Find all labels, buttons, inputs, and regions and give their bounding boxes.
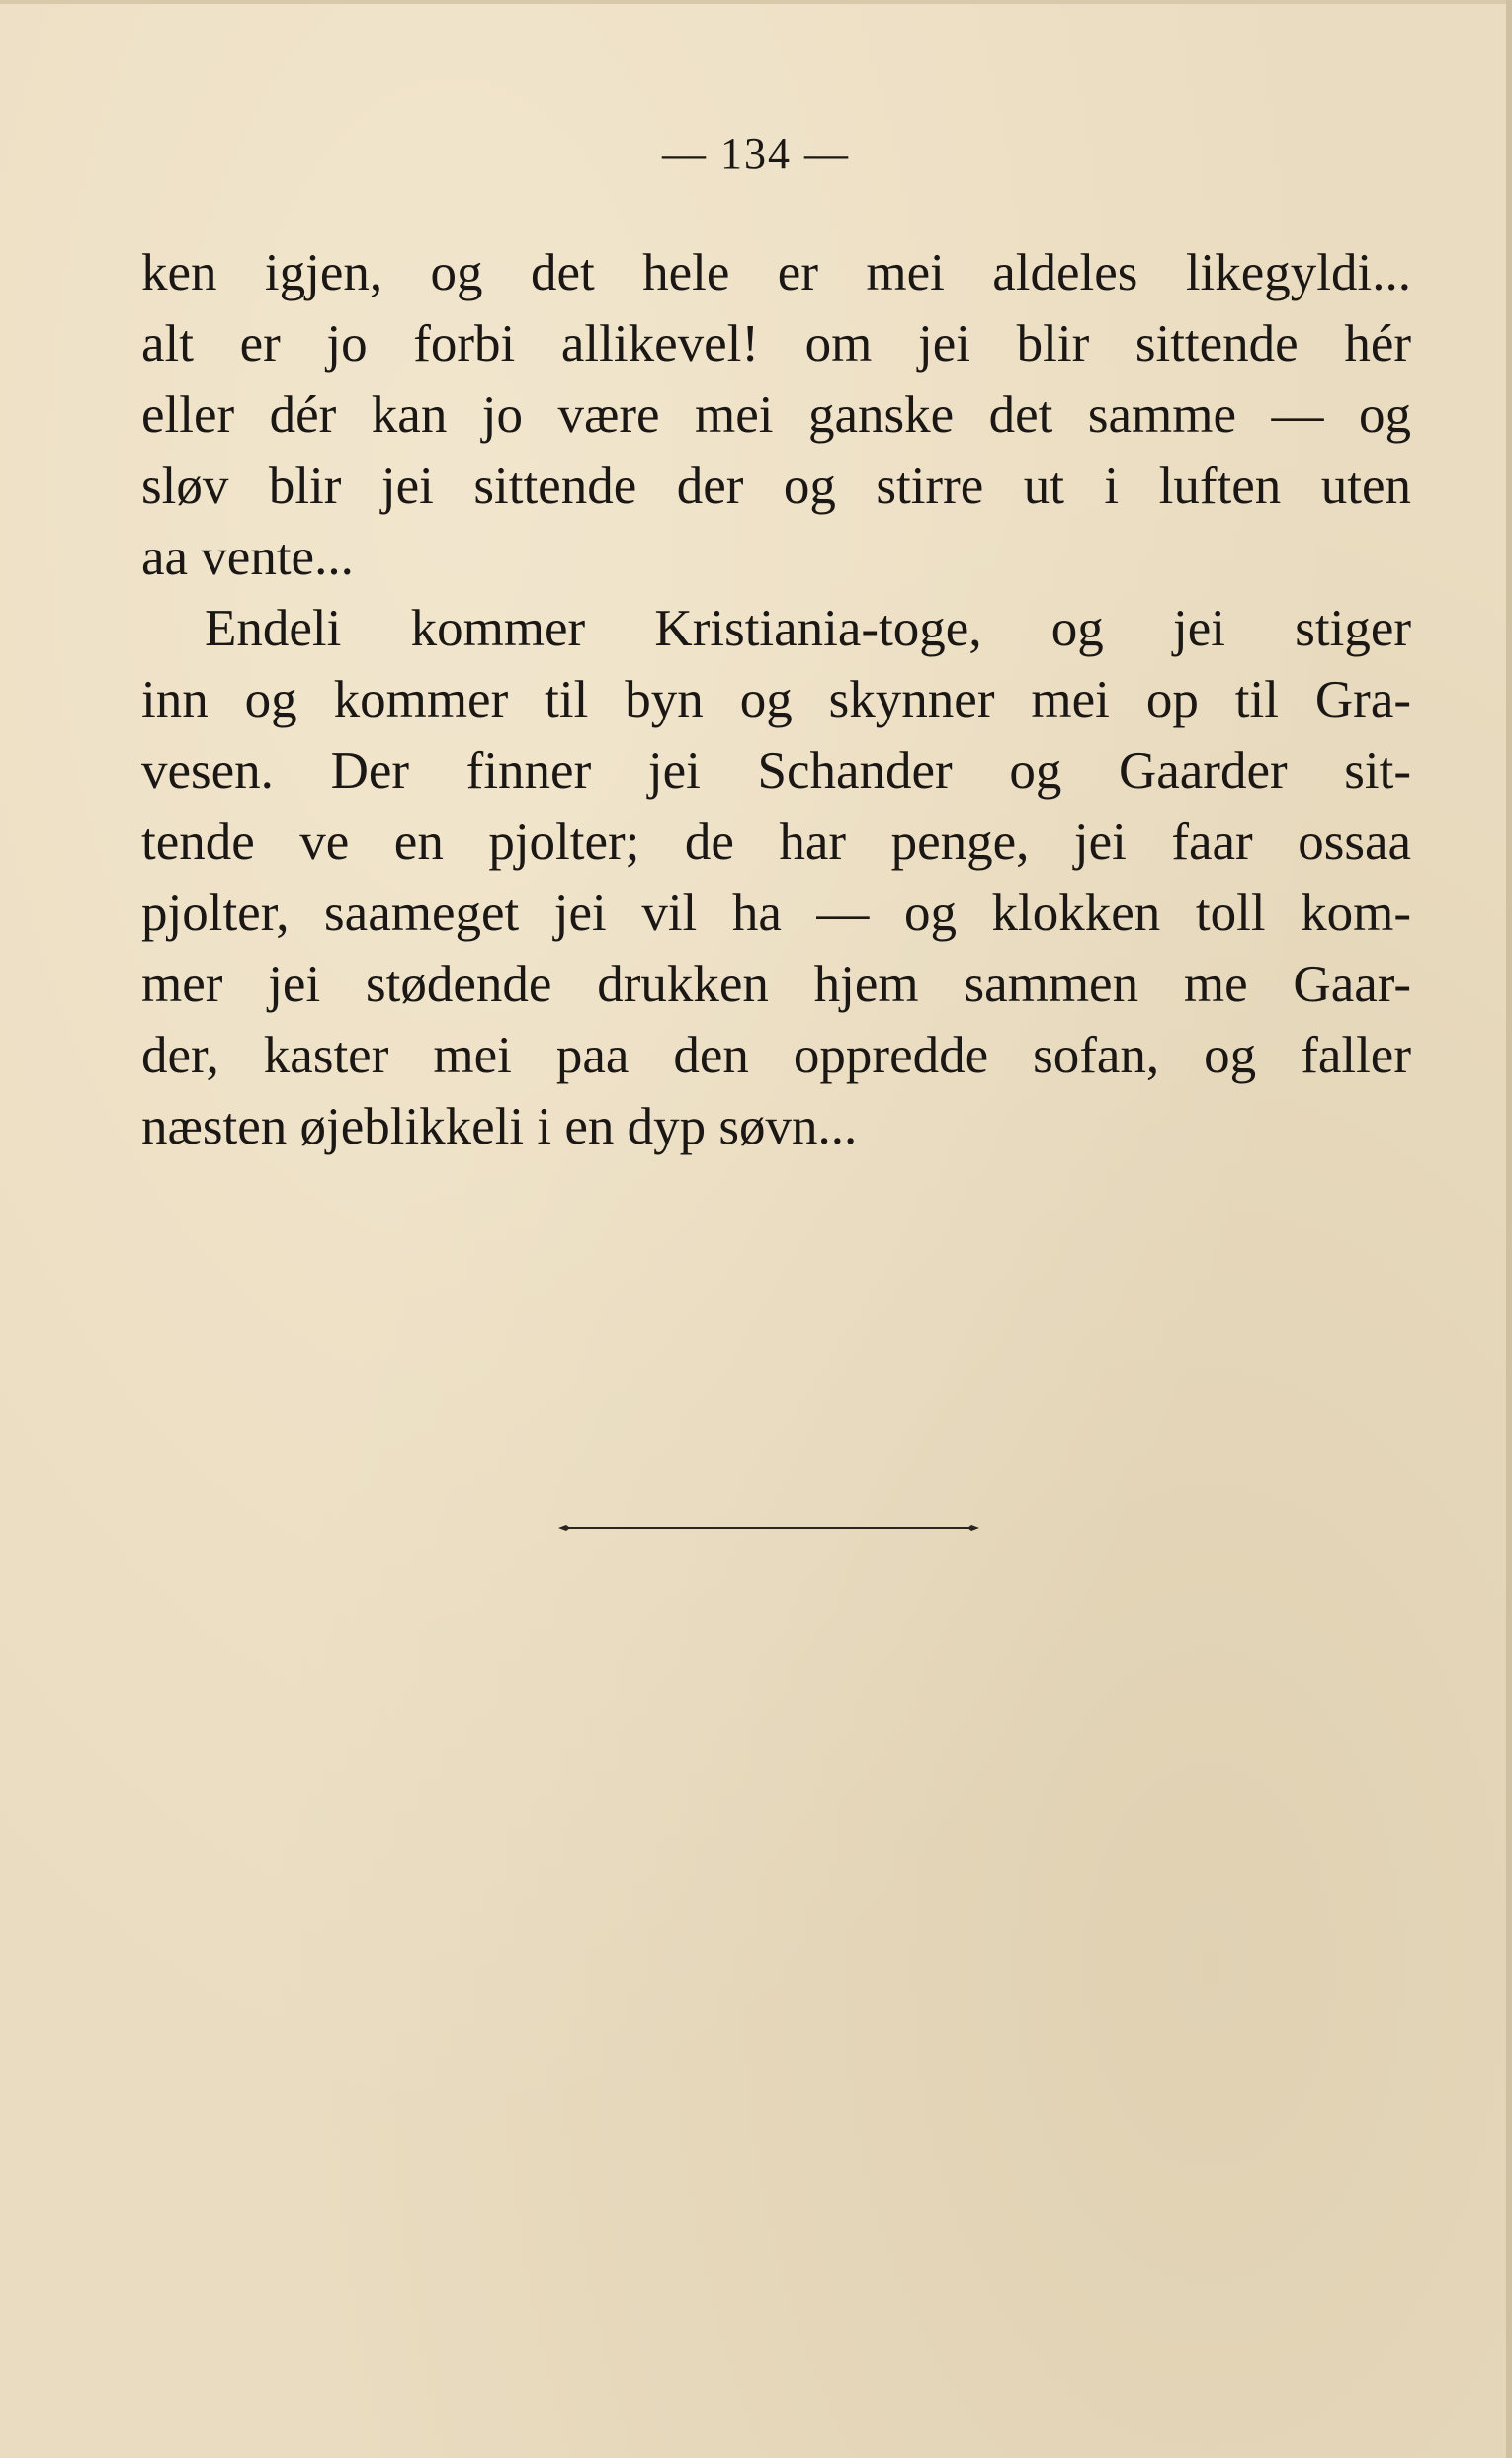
- page-edge-top: [0, 0, 1512, 4]
- text-line: der, kaster mei paa den oppredde sofan, og faller: [141, 1027, 1411, 1084]
- text-line: næsten øjeblikkeli i en dyp søvn...: [141, 1098, 858, 1155]
- body-text: [141, 237, 1411, 1162]
- text-line: alt er jo forbi allikevel! om jei blir sittende hér: [141, 315, 1411, 373]
- text-line: aa vente...: [141, 529, 354, 586]
- text-line: tende ve en pjolter; de har penge, jei faar ossaa: [141, 813, 1411, 871]
- text-line: sløv blir jei sittende der og stirre ut i luften uten: [141, 458, 1411, 515]
- text-line: vesen. Der finner jei Schander og Gaarder sit-: [141, 742, 1411, 800]
- end-ornament-rule: [556, 1522, 981, 1534]
- page-edge-right: [1506, 0, 1512, 2458]
- text-line: eller dér kan jo være mei ganske det samme — og: [141, 386, 1411, 444]
- text-line: mer jei stødende drukken hjem sammen me Gaar-: [141, 956, 1411, 1013]
- text-line: inn og kommer til byn og skynner mei op til Gra-: [141, 671, 1411, 728]
- text-line: ken igjen, og det hele er mei aldeles likegyldi...: [141, 244, 1411, 301]
- text-line: Endeli kommer Kristiania-toge, og jei stiger: [205, 600, 1411, 657]
- page-number: — 134 —: [662, 129, 850, 178]
- text-line: pjolter, saameget jei vil ha — og klokken toll kom-: [141, 885, 1411, 942]
